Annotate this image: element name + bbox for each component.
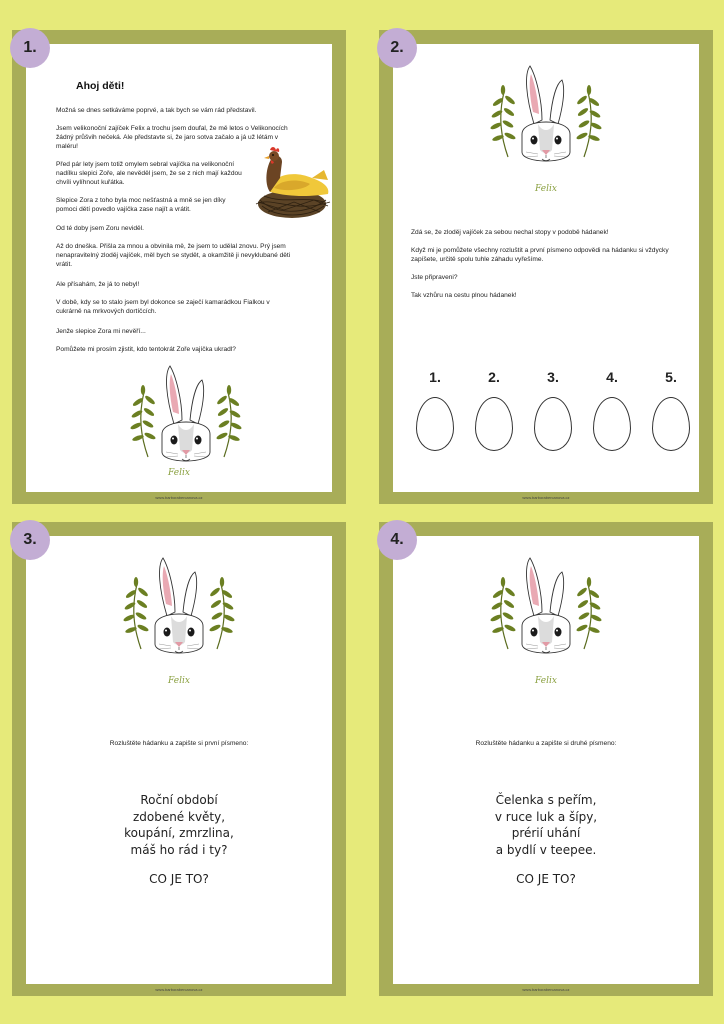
worksheet-page-1 xyxy=(12,30,346,504)
answer-eggs xyxy=(413,369,693,451)
egg-number: 2. xyxy=(488,369,500,385)
egg-number: 5. xyxy=(665,369,677,385)
paragraph: Jenže slepice Zora mi nevěří... xyxy=(56,328,146,335)
felix-signature: Felix xyxy=(535,676,557,686)
egg-outline xyxy=(416,397,454,451)
riddle-line: a bydlí v teepee. xyxy=(495,842,597,857)
paragraph: Pomůžete mi prosím zjistit, kdo tentokrát Zoře vajíčka ukradl? xyxy=(56,346,236,353)
paragraph: Když mi je pomůžete všechny rozluštit a první písmeno odpovědi na hádanku si vždycky zapíšete, určitě spolu tuhle záhadu vyřešíme. xyxy=(411,247,669,263)
riddle-line: v ruce luk a šípy, xyxy=(494,809,598,824)
egg-outline xyxy=(593,397,631,451)
bunny-felix-illustration xyxy=(119,554,239,664)
riddle-line: koupání, zmrzlina, xyxy=(124,826,234,840)
page-sheet xyxy=(393,44,699,500)
riddle-line: Čelenka s peřím, xyxy=(495,793,597,807)
egg-outline xyxy=(534,397,572,451)
egg-outline xyxy=(652,397,690,451)
bunny-felix-illustration xyxy=(486,62,606,172)
page-number-badge: 1. xyxy=(10,28,50,68)
egg-number: 1. xyxy=(429,369,441,385)
felix-signature: Felix xyxy=(168,676,190,686)
riddle-text xyxy=(26,792,332,858)
paragraph: Až do dneška. Přišla za mnou a obvinila mě, že jsem to udělal znovu. Prý jsem nenapravitelný zloděj vajíček, měl bych se stydět, a okamžitě ji nevyklubané děti vrátit. xyxy=(56,243,291,268)
answer-slot xyxy=(413,369,457,451)
answer-slot xyxy=(590,369,634,451)
worksheet-page-4 xyxy=(379,522,713,996)
paragraph: Od té doby jsem Zoru neviděl. xyxy=(56,225,144,232)
paragraph: V době, kdy se to stalo jsem byl dokonce se zaječí kamarádkou Fialkou v cukrárně na mrkvových dortíčcích. xyxy=(56,299,270,315)
page-title: Ahoj děti! xyxy=(76,80,125,92)
worksheet-page-2 xyxy=(379,30,713,504)
paragraph: Ale přísahám, že já to nebyl! xyxy=(56,281,140,288)
egg-outline xyxy=(475,397,513,451)
answer-slot xyxy=(531,369,575,451)
paragraph: Jsem velikonoční zajíček Felix a trochu jsem doufal, že mě letos o Velikonocích žádný průšvih nečeká. Ale představte si, že jaro sotva začalo a já už létám v maléru! xyxy=(56,125,288,150)
riddle-instruction: Rozluštěte hádanku a zapište si druhé písmeno: xyxy=(475,740,617,747)
footer-url: www.barborabercanova.cz xyxy=(522,987,570,992)
answer-slot xyxy=(649,369,693,451)
riddle-question: CO JE TO? xyxy=(516,872,576,886)
page-sheet xyxy=(26,536,332,992)
footer-url: www.barborabercanova.cz xyxy=(155,495,203,500)
page-sheet xyxy=(393,536,699,992)
page-sheet xyxy=(26,44,332,500)
felix-signature: Felix xyxy=(535,184,557,194)
hen-in-nest-illustration xyxy=(254,144,332,224)
paragraph: Možná se dnes setkáváme poprvé, a tak bych se vám rád představil. xyxy=(56,107,257,114)
footer-url: www.barborabercanova.cz xyxy=(155,987,203,992)
paragraph: Zdá se, že zloděj vajíček za sebou nechal stopy v podobě hádanek! xyxy=(411,229,609,236)
egg-number: 4. xyxy=(606,369,618,385)
paragraph: Jste připraveni? xyxy=(411,274,458,281)
bunny-felix-illustration xyxy=(126,362,246,472)
riddle-instruction: Rozluštěte hádanku a zapište si první písmeno: xyxy=(109,740,249,747)
paragraph: Tak vzhůru na cestu plnou hádanek! xyxy=(411,292,517,299)
page-number-badge: 4. xyxy=(377,520,417,560)
answer-slot xyxy=(472,369,516,451)
paragraph: Slepice Zora z toho byla moc nešťastná a mně se jen díky pomoci dětí povedlo vajíčka zase najít a vrátit. xyxy=(56,197,226,213)
page-number-badge: 2. xyxy=(377,28,417,68)
riddle-line: zdobené květy, xyxy=(132,809,226,824)
riddle-line: máš ho rád i ty? xyxy=(130,842,228,857)
paragraph: Před pár lety jsem totiž omylem sebral vajíčka na velikonoční nadílku slepici Zoře, ale nevěděl jsem, že se z nich mají každou chvíli vylíhnout kuřátka. xyxy=(56,161,242,186)
egg-number: 3. xyxy=(547,369,559,385)
riddle-text xyxy=(393,792,699,858)
footer-url: www.barborabercanova.cz xyxy=(522,495,570,500)
bunny-felix-illustration xyxy=(486,554,606,664)
riddle-line: prérií uhání xyxy=(511,826,581,840)
riddle-line: Roční období xyxy=(140,793,218,807)
riddle-question: CO JE TO? xyxy=(149,872,209,886)
felix-signature: Felix xyxy=(168,468,190,478)
worksheet-page-3 xyxy=(12,522,346,996)
page-number-badge: 3. xyxy=(10,520,50,560)
